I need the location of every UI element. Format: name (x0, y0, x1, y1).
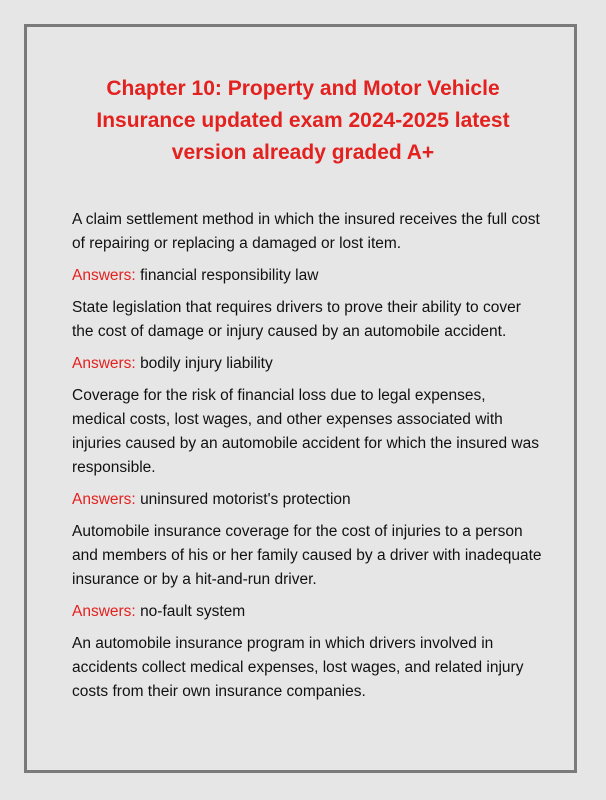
answer-text: no-fault system (140, 603, 246, 620)
answer-label: Answers: (72, 355, 136, 372)
answer-text: uninsured motorist's protection (140, 491, 351, 508)
answer-line (72, 352, 542, 376)
question-text: A claim settlement method in which the insured receives the full cost of repairing or replacing a damaged or lost item. (72, 211, 540, 252)
answer-label: Answers: (72, 491, 136, 508)
answer-label: Answers: (72, 603, 136, 620)
answer-label: Answers: (72, 267, 136, 284)
answer-line (72, 600, 542, 624)
document-title: Chapter 10: Property and Motor Vehicle Insurance updated exam 2024-2025 latest version already graded A+ (96, 77, 510, 164)
document-content (72, 208, 542, 712)
answer-text: bodily injury liability (140, 355, 273, 372)
question-text: An automobile insurance program in which drivers involved in accidents collect medical expenses, lost wages, and related injury costs from their own insurance companies. (72, 635, 524, 700)
answer-line (72, 488, 542, 512)
answer-line (72, 264, 542, 288)
answer-text: financial responsibility law (140, 267, 319, 284)
question-text: State legislation that requires drivers to prove their ability to cover the cost of damage or injury caused by an automobile accident. (72, 299, 521, 340)
question-text: Coverage for the risk of financial loss due to legal expenses, medical costs, lost wages, and other expenses associated with injuries caused by an automobile accident for which the insured was responsible. (72, 387, 539, 476)
question-text: Automobile insurance coverage for the cost of injuries to a person and members of his or her family caused by a driver with inadequate insurance or by a hit-and-run driver. (72, 523, 542, 588)
